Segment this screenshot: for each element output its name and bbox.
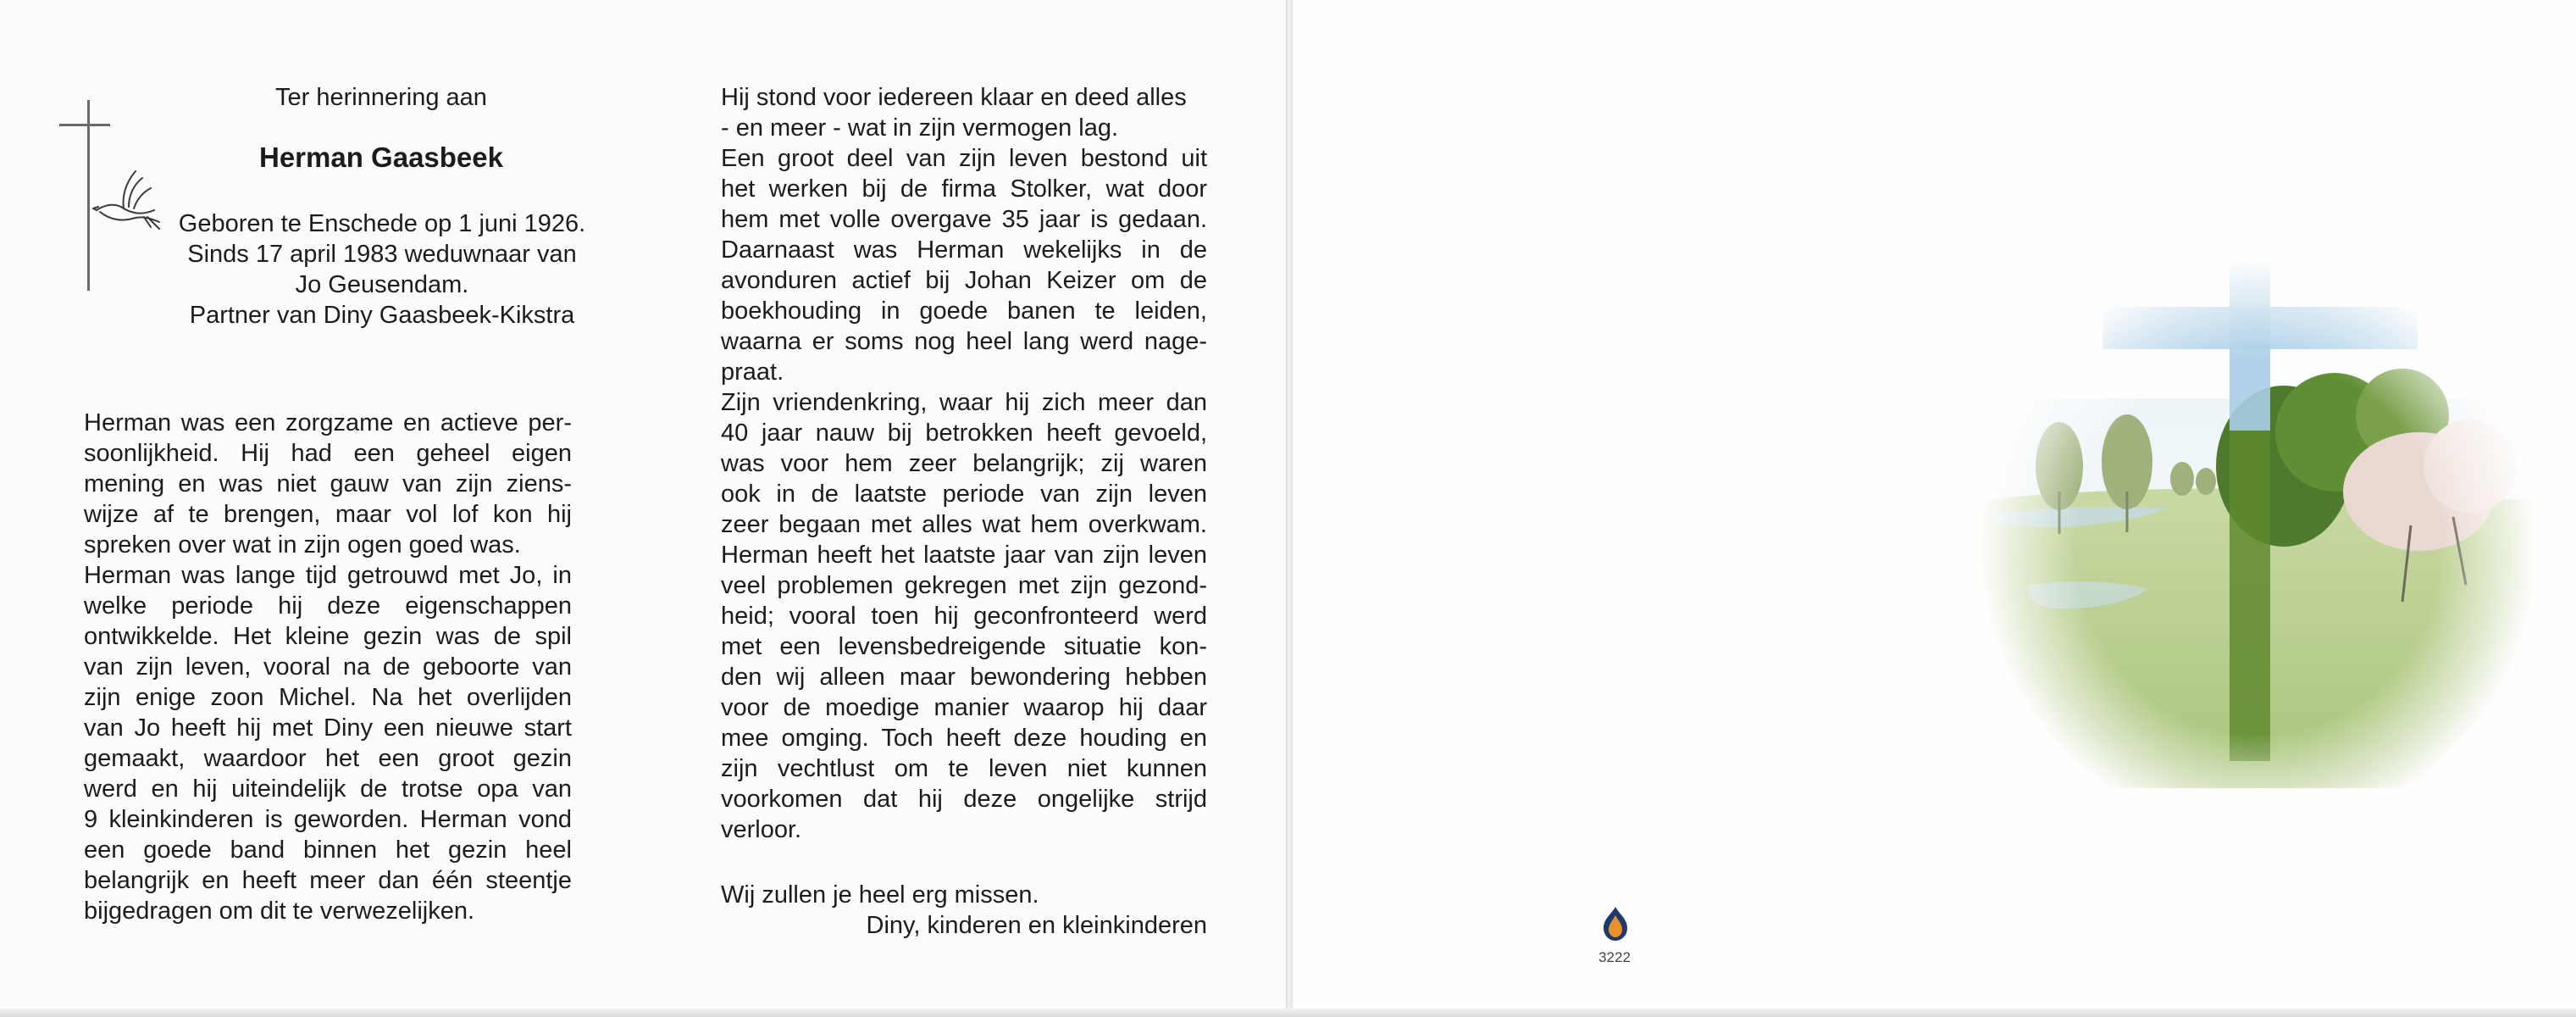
biography-text bbox=[84, 408, 572, 926]
text-line: praat. bbox=[721, 358, 784, 386]
text-line: 9 kleinkinderen is geworden. Herman vond bbox=[84, 806, 572, 833]
detail-line: Geboren te Enschede op 1 juni 1926. bbox=[178, 210, 586, 237]
closing-line: Wij zullen je heel erg missen. bbox=[721, 881, 1039, 909]
life-story-text bbox=[721, 82, 1207, 845]
text-line: waarna er soms nog heel lang werd nage- bbox=[721, 328, 1207, 355]
text-line: veel problemen gekregen met zijn gezond- bbox=[721, 572, 1207, 599]
text-line: Een groot deel van zijn leven bestond uit bbox=[721, 145, 1207, 172]
text-line: bijgedragen om dit te verwezelijken. bbox=[84, 898, 475, 925]
text-line: met een levensbedreigende situatie kon- bbox=[721, 633, 1207, 660]
text-line: boekhouding in goede banen te leiden, bbox=[721, 297, 1207, 325]
text-line: welke periode hij deze eigenschappen bbox=[84, 592, 572, 620]
card-bottom-edge bbox=[0, 1009, 2576, 1017]
text-line: van zijn leven, vooral na de geboorte van bbox=[84, 653, 572, 681]
text-line: voorkomen dat hij deze ongelijke strijd bbox=[721, 786, 1207, 813]
birth-details bbox=[166, 208, 598, 331]
cross-landscape-illustration bbox=[1979, 212, 2538, 788]
card-inner-page bbox=[0, 0, 1286, 1017]
text-line: gemaakt, waardoor het een groot gezin bbox=[84, 745, 572, 772]
dove-icon bbox=[91, 166, 163, 237]
text-line: mee omging. Toch heeft deze houding en bbox=[721, 725, 1207, 752]
text-line: ook in de laatste periode van zijn leven bbox=[721, 481, 1207, 508]
text-line: spreken over wat in zijn ogen goed was. bbox=[84, 531, 521, 559]
text-line: soonlijkheid. Hij had een geheel eigen bbox=[84, 440, 572, 467]
text-line: Herman was lange tijd getrouwd met Jo, in bbox=[84, 562, 572, 589]
text-line: Herman was een zorgzame en actieve per- bbox=[84, 409, 572, 436]
text-line: was voor hem zeer belangrijk; zij waren bbox=[721, 450, 1207, 477]
text-line: 40 jaar nauw bij betrokken heeft gevoeld, bbox=[721, 420, 1207, 447]
text-line: zeer begaan met alles wat hem overkwam. bbox=[721, 511, 1207, 538]
text-line: hem met volle overgave 35 jaar is gedaan. bbox=[721, 206, 1207, 233]
text-line: belangrijk en heeft meer dan één steentje bbox=[84, 867, 572, 894]
text-line: voor de moedige manier waarop hij daar bbox=[721, 694, 1207, 721]
text-line: werd en hij uiteindelijk de trotse opa van bbox=[84, 775, 572, 803]
text-line: wijze af te brengen, maar vol lof kon hij bbox=[84, 501, 572, 528]
signature: Diny, kinderen en kleinkinderen bbox=[866, 912, 1207, 939]
deceased-name: Herman Gaasbeek bbox=[259, 142, 503, 173]
text-line: verloor. bbox=[721, 816, 802, 843]
card-fold bbox=[1286, 0, 1293, 1017]
text-line: een goede band binnen het gezin heel bbox=[84, 836, 572, 864]
text-line: Daarnaast was Herman wekelijks in de bbox=[721, 236, 1207, 264]
text-line: mening en was niet gauw van zijn ziens- bbox=[84, 470, 572, 497]
detail-line: Partner van Diny Gaasbeek-Kikstra bbox=[189, 302, 575, 329]
printer-logo-icon bbox=[1601, 905, 1630, 942]
text-line: van Jo heeft hij met Diny een nieuwe start bbox=[84, 714, 572, 742]
text-line: Hij stond voor iedereen klaar en deed alles bbox=[721, 84, 1187, 111]
text-line: - en meer - wat in zijn vermogen lag. bbox=[721, 114, 1119, 142]
text-line: zijn vechtlust om te leven niet kunnen bbox=[721, 755, 1207, 782]
text-line: ontwikkelde. Het kleine gezin was de spil bbox=[84, 623, 572, 650]
memorial-heading: Ter herinnering aan bbox=[275, 84, 487, 111]
text-line: Herman heeft het laatste jaar van zijn leven bbox=[721, 542, 1207, 569]
text-line: den wij alleen maar bewondering hebben bbox=[721, 664, 1207, 691]
printer-code: 3222 bbox=[1598, 949, 1631, 965]
text-line: zijn enige zoon Michel. Na het overlijden bbox=[84, 684, 572, 711]
text-line: heid; vooral toen hij geconfronteerd werd bbox=[721, 603, 1207, 630]
text-line: Zijn vriendenkring, waar hij zich meer dan bbox=[721, 389, 1207, 416]
detail-line: Sinds 17 april 1983 weduwnaar van bbox=[187, 241, 577, 268]
detail-line: Jo Geusendam. bbox=[295, 271, 469, 298]
text-line: het werken bij de firma Stolker, wat door bbox=[721, 175, 1207, 203]
text-line: avonduren actief bij Johan Keizer om de bbox=[721, 267, 1207, 294]
